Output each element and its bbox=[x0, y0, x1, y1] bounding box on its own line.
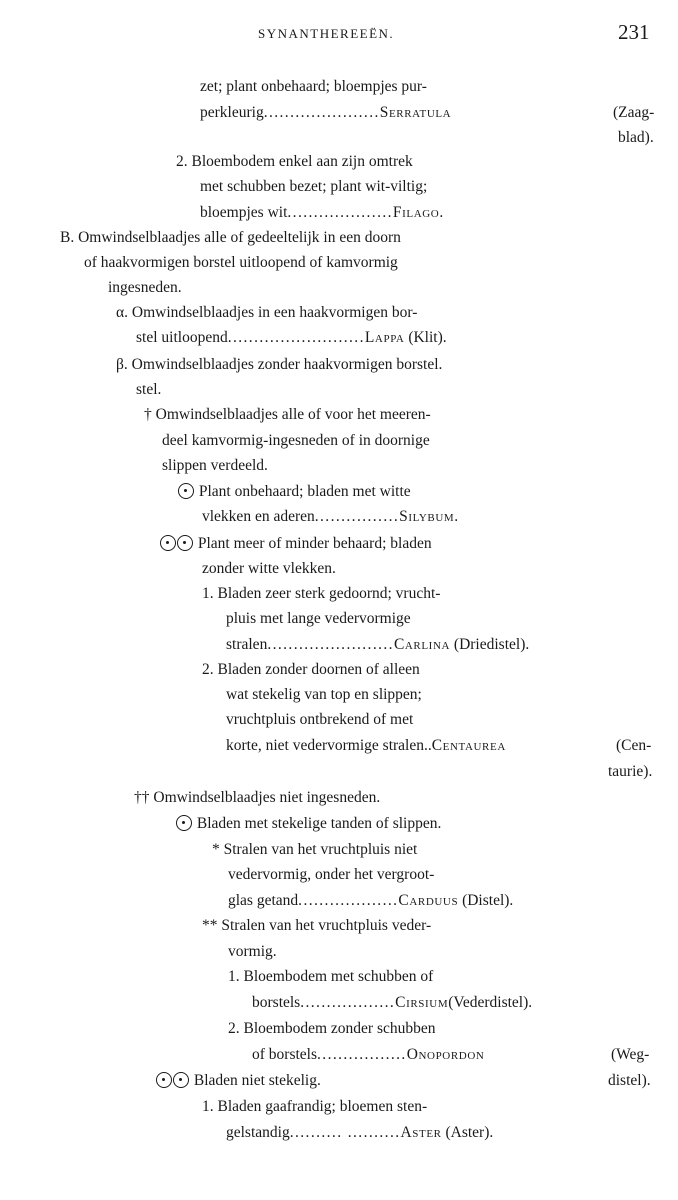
text-line: zonder witte vlekken. bbox=[202, 560, 336, 577]
text-line: vedervormig, onder het vergroot- bbox=[228, 866, 435, 883]
text-line: 2. Bloembodem zonder schubben bbox=[228, 1020, 436, 1037]
text-line: 2. Bloembodem enkel aan zijn omtrek bbox=[176, 153, 413, 170]
text-line: perkleurig......................Serratula bbox=[200, 104, 452, 121]
text-line: glas getand...................Carduus (Distel). bbox=[228, 892, 514, 909]
text-line: vlekken en aderen................Silybum. bbox=[202, 508, 459, 525]
text-line: borstels..................Cirsium(Vederdistel). bbox=[252, 994, 533, 1011]
leader-dots: ........................ bbox=[267, 636, 394, 653]
circle-dot-icon bbox=[173, 1072, 189, 1088]
genus-name: Lappa bbox=[364, 329, 405, 346]
text-line: Plant meer of minder behaard; bladen bbox=[160, 534, 432, 556]
text-line: zet; plant onbehaard; bloempjes pur- bbox=[200, 78, 427, 95]
circle-dot-icon bbox=[160, 535, 176, 551]
common-name: (Aster). bbox=[445, 1124, 494, 1141]
text-line: stel. bbox=[136, 381, 162, 398]
common-name: taurie). bbox=[608, 763, 653, 780]
text-line: deel kamvormig-ingesneden of in doornige bbox=[162, 432, 430, 449]
leader-dots: .......................... bbox=[227, 329, 365, 346]
common-name: (Klit). bbox=[408, 329, 447, 346]
text-line: Bladen met stekelige tanden of slippen. bbox=[176, 814, 441, 836]
common-name: (Driedistel). bbox=[453, 636, 530, 653]
text-line: gelstandig.......... ..........Aster (Aster). bbox=[226, 1124, 494, 1141]
text-line: slippen verdeeld. bbox=[162, 457, 268, 474]
text-line: stralen........................Carlina (Driedistel). bbox=[226, 636, 530, 653]
leader-dots: ...................... bbox=[263, 104, 380, 121]
genus-name: Serratula bbox=[379, 104, 452, 121]
text-line: vormig. bbox=[228, 943, 277, 960]
genus-name: Filago. bbox=[392, 204, 444, 221]
text-line: 2. Bladen zonder doornen of alleen bbox=[202, 661, 420, 678]
common-name: (Zaag- bbox=[613, 104, 655, 121]
leader-dots: ................ bbox=[314, 508, 400, 525]
running-head: SYNANTHEREEËN. bbox=[258, 26, 395, 41]
page-number: 231 bbox=[618, 20, 650, 44]
genus-name: Carduus bbox=[398, 892, 459, 909]
text-line: bloempjes wit....................Filago. bbox=[200, 204, 444, 221]
text-line: β. Omwindselblaadjes zonder haakvormigen borstel. bbox=[116, 356, 443, 373]
genus-name: Centaurea bbox=[431, 737, 506, 754]
leader-dots: .................... bbox=[287, 204, 393, 221]
common-name: (Distel). bbox=[462, 892, 514, 909]
circle-dot-icon bbox=[176, 815, 192, 831]
text-line: * Stralen van het vruchtpluis niet bbox=[212, 841, 418, 858]
circle-dot-icon bbox=[156, 1072, 172, 1088]
text-line: Plant onbehaard; bladen met witte bbox=[178, 482, 411, 504]
text-line: ** Stralen van het vruchtpluis veder- bbox=[202, 917, 432, 934]
text-line: of borstels.................Onopordon bbox=[252, 1046, 485, 1063]
text-line: α. Omwindselblaadjes in een haakvormigen bor- bbox=[116, 304, 418, 321]
text-line: met schubben bezet; plant wit-viltig; bbox=[200, 178, 428, 195]
genus-name: Silybum. bbox=[399, 508, 459, 525]
text-line: 1. Bladen zeer sterk gedoornd; vrucht- bbox=[202, 585, 441, 602]
circle-dot-icon bbox=[177, 535, 193, 551]
text-line: korte, niet vedervormige stralen..Centaurea bbox=[226, 737, 506, 754]
text-line: wat stekelig van top en slippen; bbox=[226, 686, 422, 703]
text-line: 1. Bladen gaafrandig; bloemen sten- bbox=[202, 1098, 428, 1115]
text-line: of haakvormigen borstel uitloopend of kamvormig bbox=[84, 254, 398, 271]
text-line: B. Omwindselblaadjes alle of gedeeltelijk in een doorn bbox=[60, 229, 401, 246]
text-line: vruchtpluis ontbrekend of met bbox=[226, 711, 414, 728]
leader-dots: ................. bbox=[317, 1046, 407, 1063]
genus-name: Carlina bbox=[393, 636, 451, 653]
text-line: † Omwindselblaadjes alle of voor het meeren- bbox=[144, 406, 431, 423]
text-line: pluis met lange vedervormige bbox=[226, 610, 411, 627]
genus-name: Onopordon bbox=[406, 1046, 485, 1063]
leader-dots: .................. bbox=[300, 994, 396, 1011]
genus-name: Aster bbox=[400, 1124, 442, 1141]
genus-name: Cirsium bbox=[395, 994, 449, 1011]
common-name: distel). bbox=[608, 1072, 651, 1089]
text-line: 1. Bloembodem met schubben of bbox=[228, 968, 434, 985]
leader-dots: .......... .......... bbox=[289, 1124, 401, 1141]
text-line: †† Omwindselblaadjes niet ingesneden. bbox=[134, 789, 381, 806]
circle-dot-icon bbox=[178, 483, 194, 499]
text-line: ingesneden. bbox=[108, 279, 182, 296]
common-name: (Weg- bbox=[611, 1046, 650, 1063]
common-name: blad). bbox=[618, 129, 654, 146]
text-line: stel uitloopend..........................Lappa (Klit). bbox=[136, 329, 447, 346]
common-name: (Cen- bbox=[616, 737, 652, 754]
common-name: (Vederdistel). bbox=[448, 994, 533, 1011]
text-line: Bladen niet stekelig. bbox=[156, 1071, 321, 1093]
leader-dots: ................... bbox=[298, 892, 399, 909]
